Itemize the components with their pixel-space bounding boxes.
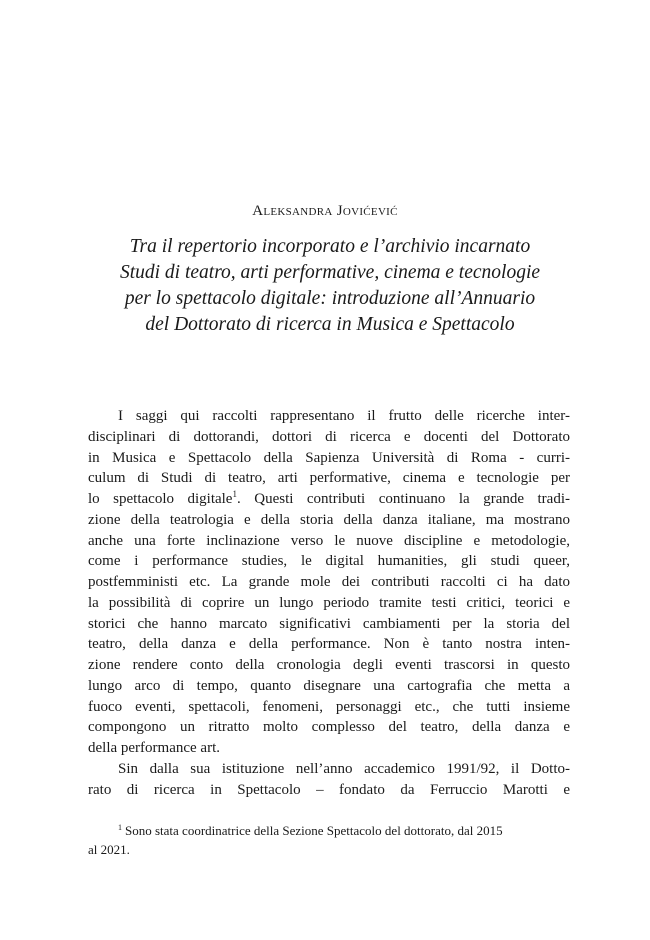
line-segment: . Questi contributi continuano la grande tradi-	[236, 491, 571, 507]
paragraph-line: come i performance studies, le digital humanities, gli studi queer,	[88, 553, 570, 570]
paragraph-line: in Musica e Spettacolo della Sapienza Università di Roma - curri-	[88, 449, 570, 466]
title-line: per lo spettacolo digitale: introduzione all’Annuario	[124, 288, 536, 309]
paragraph-line: Sin dalla sua istituzione nell’anno accademico 1991/92, il Dotto-	[118, 760, 570, 777]
paragraph-line: della performance art.	[88, 740, 221, 756]
footnote-line	[88, 822, 570, 841]
title-line: del Dottorato di ricerca in Musica e Spettacolo	[145, 314, 515, 335]
footnote-line: al 2021.	[88, 841, 130, 857]
paragraph-line: storici che hanno marcato significativi cambiamenti per la storia del	[88, 615, 570, 632]
paragraph-line: lungo arco di tempo, quanto disegnare una cartografia che metta a	[88, 677, 570, 694]
paragraph-line: zione rendere conto della cronologia degli eventi trascorsi in questo	[88, 657, 570, 673]
paragraph-line: disciplinari di dottorandi, dottori di ricerca e docenti del Dottorato	[88, 428, 570, 445]
paragraph-line: culum di Studi di teatro, arti performative, cinema e tecnologie per	[88, 470, 570, 487]
line-segment: lo spettacolo digitale	[88, 491, 233, 507]
footnote	[88, 822, 570, 859]
footnote-reference[interactable]: 1	[232, 489, 237, 499]
paragraph-line: zione della teatrologia e della storia della danza italiane, ma mostrano	[88, 511, 570, 528]
author-name: Aleksandra Jovićević	[252, 203, 398, 219]
footnote-marker: 1	[118, 822, 122, 832]
paragraph-line: I saggi qui raccolti rappresentano il frutto delle ricerche inter-	[118, 408, 570, 424]
title-line: Tra il repertorio incorporato e l’archivio incarnato	[129, 236, 531, 257]
paragraph-line: compongono un ritratto molto complesso del teatro, della danza e	[88, 719, 570, 736]
paragraph-line: rato di ricerca in Spettacolo – fondato da Ferruccio Marotti e	[88, 781, 570, 798]
paragraph-line: anche una forte inclinazione verso le nuove discipline e metodologie,	[88, 532, 570, 549]
title-line: Studi di teatro, arti performative, cinema e tecnologie	[119, 262, 541, 283]
paragraph-line: postfemministi etc. La grande mole dei contributi raccolti ci ha dato	[88, 574, 570, 590]
body-text	[88, 406, 570, 800]
footnote-text: Sono stata coordinatrice della Sezione Spettacolo del dottorato, dal 2015	[125, 823, 503, 838]
paragraph-line	[88, 489, 570, 510]
paragraph-line: teatro, della danza e della performance. Non è tanto nostra inten-	[88, 636, 570, 653]
essay-title	[60, 234, 600, 338]
paragraph-line: la possibilità di coprire un lungo periodo tramite testi critici, teorici e	[88, 594, 570, 611]
paragraph-line: fuoco eventi, spettacoli, fenomeni, personaggi etc., che tutti insieme	[88, 698, 570, 715]
